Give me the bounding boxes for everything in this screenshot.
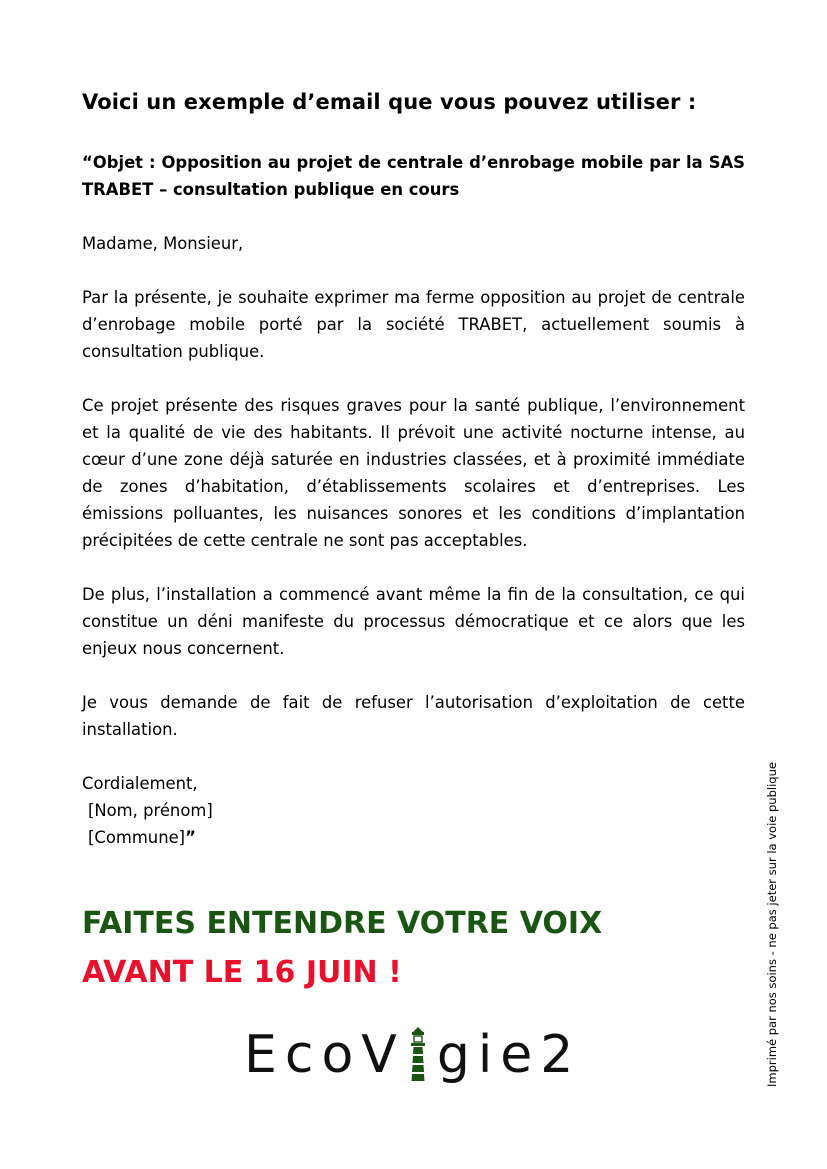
name-placeholder: [Nom, prénom] <box>88 801 213 820</box>
email-closing: Cordialement, <box>82 774 198 793</box>
print-notice: Imprimé par nos soins - ne pas jeter sur la voie publique <box>765 762 779 1087</box>
ecovigie-logo <box>244 1020 581 1090</box>
email-subject <box>82 149 745 203</box>
email-paragraph-2: Ce projet présente des risques graves pour la santé publique, l’environnement et la qualité de vie des habitants. Il prévoit une activité nocturne intense, au cœur d’une zone déjà saturée en industries classées, et à proximité immédiate de zones d’habitation, d’établissements scolaires et d’entreprises. Les émissions polluantes, les nuisances sonores et les conditions d’implantation précipitées de cette centrale ne sont pas acceptables. <box>82 396 745 550</box>
commune-placeholder: [Commune] <box>88 828 186 847</box>
logo-text-end: gie2 <box>436 1025 582 1085</box>
logo-text-start: EcoV <box>244 1025 405 1085</box>
lighthouse-icon <box>405 1026 431 1084</box>
commune-line <box>82 824 745 851</box>
email-body <box>82 230 745 851</box>
closing-quote: ” <box>185 828 196 847</box>
email-paragraph-1: Par la présente, je souhaite exprimer ma ferme opposition au projet de centrale d’enrobage mobile porté par la société TRABET, actuellement soumis à consultation publique. <box>82 288 745 361</box>
email-greeting: Madame, Monsieur, <box>82 234 244 253</box>
email-signature <box>82 770 745 851</box>
call-to-action-line-1: FAITES ENTENDRE VOTRE VOIX <box>82 906 603 941</box>
call-to-action-line-2: AVANT LE 16 JUIN ! <box>82 955 402 990</box>
page-heading: Voici un exemple d’email que vous pouvez utiliser : <box>82 90 697 114</box>
subject-open-quote: “ <box>82 153 93 172</box>
email-paragraph-4: Je vous demande de fait de refuser l’autorisation d’exploitation de cette installation. <box>82 693 745 739</box>
email-paragraph-3: De plus, l’installation a commencé avant même la fin de la consultation, ce qui constitue un déni manifeste du processus démocratique et ce alors que les enjeux nous concernent. <box>82 585 745 658</box>
subject-text: Objet : Opposition au projet de centrale d’enrobage mobile par la SAS TRABET – consultation publique en cours <box>82 153 745 199</box>
